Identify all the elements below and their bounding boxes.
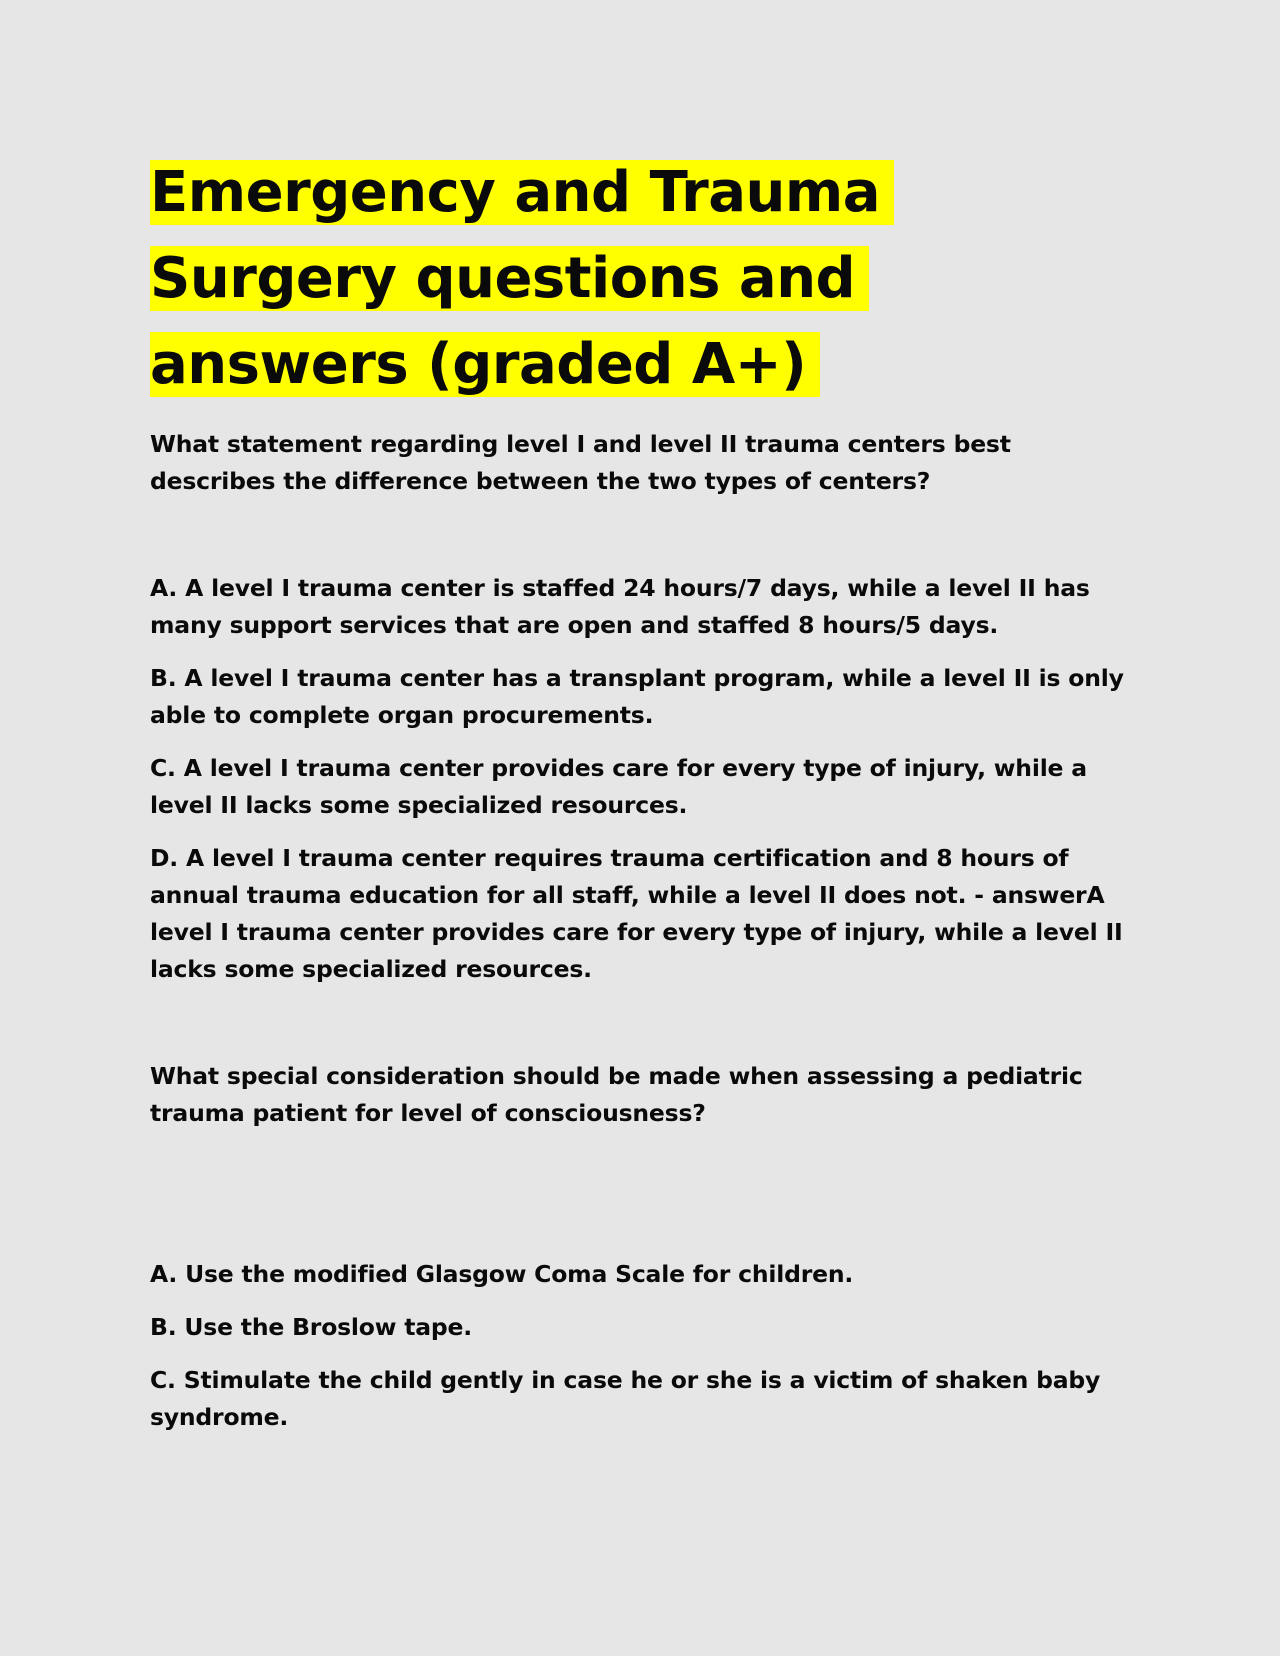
question-2-option-a: A. Use the modified Glasgow Coma Scale for children.	[150, 1260, 854, 1288]
document-title	[150, 150, 1110, 408]
title-highlight: Emergency and Trauma Surgery questions and answers (graded A+)	[150, 160, 894, 397]
question-1-option-d-answer: D. A level I trauma center requires trauma certification and 8 hours of annual trauma education for all staff, while a level II does not. - answerA level I trauma center provides care for every type of injury, while a level II lacks some specialized resources.	[150, 844, 1123, 983]
question-2: What special consideration should be made when assessing a pediatric trauma patient for level of consciousness?	[150, 1062, 1083, 1127]
question-1-option-a: A. A level I trauma center is staffed 24 hours/7 days, while a level II has many support services that are open and staffed 8 hours/5 days.	[150, 574, 1090, 639]
spacer	[150, 1346, 1130, 1362]
spacer	[150, 1293, 1130, 1309]
spacer	[150, 734, 1130, 750]
spacer	[150, 1132, 1130, 1256]
spacer	[150, 824, 1130, 840]
question-1: What statement regarding level I and level II trauma centers best describes the difference between the two types of centers?	[150, 430, 1011, 495]
question-1-option-c: C. A level I trauma center provides care for every type of injury, while a level II lacks some specialized resources.	[150, 754, 1087, 819]
question-2-option-c: C. Stimulate the child gently in case he or she is a victim of shaken baby syndrome.	[150, 1366, 1101, 1431]
spacer	[150, 644, 1130, 660]
spacer	[150, 500, 1130, 570]
spacer	[150, 988, 1130, 1058]
question-1-option-b: B. A level I trauma center has a transplant program, while a level II is only able to complete organ procurements.	[150, 664, 1124, 729]
question-2-option-b: B. Use the Broslow tape.	[150, 1313, 472, 1341]
